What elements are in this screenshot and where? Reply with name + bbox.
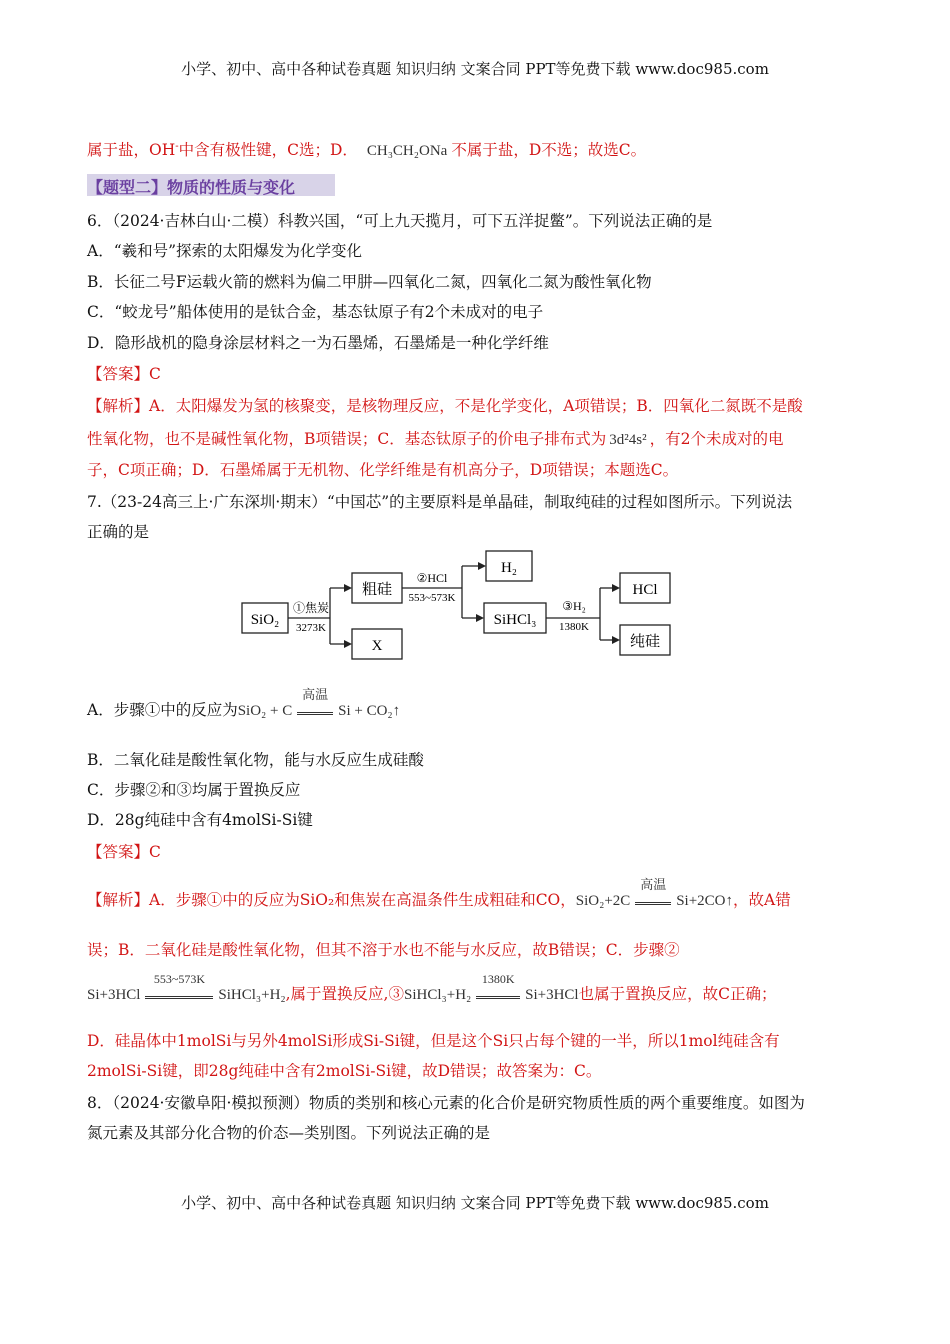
q7-answer: 【答案】C <box>87 843 161 861</box>
q7-a-left: SiO₂ + C <box>237 703 293 719</box>
q6-explanation-2 <box>87 429 783 450</box>
label-hcl: HCl <box>632 582 658 598</box>
q7-stem-2: 正确的是 <box>87 523 150 541</box>
q8-stem-2: 氮元素及其部分化合物的价态—类别图。下列说法正确的是 <box>87 1124 491 1142</box>
prev-sup: - <box>175 141 179 152</box>
q6-option-c: C．“蛟龙号”船体使用的是钛合金，基态钛原子有2个未成对的电子 <box>87 303 544 321</box>
q6-config-formula: 3d²4s² <box>609 432 647 448</box>
q6-exp2a: 性氧化物，也不是碱性氧化物，B项错误；C．基态钛原子的价电子排布式为 <box>87 430 607 448</box>
q7-exp3-cond1-text: 553~573K <box>153 972 205 986</box>
q7-exp3-condition2 <box>476 972 520 1005</box>
q7-stem-1: 7.（23-24高三上·广东深圳·期末）“中国芯”的主要原料是单晶硅，制取纯硅的过程如图所示。下列说法 <box>87 493 793 511</box>
q7-a-cond-text: 高温 <box>302 687 329 702</box>
q7-exp1b: ，故A错 <box>733 891 791 909</box>
q7-exp3-left: Si+3HCl <box>87 987 141 1003</box>
label-step1: ①焦炭 <box>292 601 330 615</box>
q8-stem-1: 8．（2024·安徽阜阳·模拟预测）物质的类别和核心元素的化合价是研究物质性质的两个重要维度。如图为 <box>87 1094 805 1112</box>
q7-exp3-condition1 <box>145 972 213 1005</box>
label-x: X <box>371 638 383 654</box>
q7-exp3-right2: Si+3HCl <box>525 987 579 1003</box>
q7-exp1-cond-text: 高温 <box>640 877 667 892</box>
q6-option-d: D．隐形战机的隐身涂层材料之一为石墨烯，石墨烯是一种化学纤维 <box>87 334 549 352</box>
q7-explanation-5: 2molSi-Si键，即28g纯硅中含有2molSi-Si键，故D错误；故答案为：C。 <box>87 1062 602 1080</box>
label-h2: H₂ <box>500 560 518 576</box>
label-temp3: 1380K <box>559 621 589 633</box>
label-temp2: 553~573K <box>408 592 456 604</box>
q7-exp3-right: SiHCl₃+H₂ <box>218 987 286 1003</box>
q7-option-b: B．二氧化硅是酸性氧化物，能与水反应生成硅酸 <box>87 751 424 769</box>
q7-explanation-3 <box>87 972 777 1005</box>
q6-stem: 6．（2024·吉林白山·二模）科教兴国，“可上九天揽月，可下五洋捉鳖”。下列说法正确的是 <box>87 212 713 230</box>
prev-part2: 中含有极性键，C选；D． <box>178 141 358 160</box>
q7-explanation-2: 误；B．二氧化硅是酸性氧化物，但其不溶于水也不能与水反应，故B错误；C．步骤② <box>87 941 680 959</box>
label-crude-si: 粗硅 <box>361 582 393 598</box>
q7-exp3-mid: ,属于置换反应,③ <box>285 985 404 1003</box>
q7-option-d: D．28g纯硅中含有4molSi-Si键 <box>87 811 313 829</box>
prev-explanation-line <box>87 137 646 161</box>
q7-a-condition <box>297 687 333 721</box>
label-temp1: 3273K <box>296 622 326 634</box>
q6-option-a: A．“羲和号”探索的太阳爆发为化学变化 <box>87 242 363 260</box>
q6-explanation-1: 【解析】A．太阳爆发为氢的核聚变，是核物理反应，不是化学变化，A项错误；B．四氧化二氮既不是酸 <box>87 397 803 415</box>
q7-exp3-end: 也属于置换反应，故C正确； <box>578 985 777 1003</box>
q7-exp3-cond2-text: 1380K <box>481 972 515 986</box>
q6-option-b: B．长征二号F运载火箭的燃料为偏二甲肼—四氧化二氮，四氧化二氮为酸性氧化物 <box>87 273 652 291</box>
q7-a-right: Si + CO₂↑ <box>338 703 401 719</box>
section-title: 【题型二】物质的性质与变化 <box>87 178 296 197</box>
q6-exp2b: ，有2个未成对的电 <box>649 430 784 448</box>
page-header: 小学、初中、高中各种试卷真题 知识归纳 文案合同 PPT等免费下载 www.doc985.com <box>181 60 769 78</box>
prev-part1: 属于盐，OH <box>87 141 176 160</box>
prev-formula: CH₃CH₂ONa <box>366 143 448 160</box>
q7-option-c: C．步骤②和③均属于置换反应 <box>87 781 301 799</box>
q7-exp1-left: SiO₂+2C <box>575 893 631 909</box>
label-step2: ②HCl <box>416 571 448 585</box>
q7-exp1a: 【解析】A．步骤①中的反应为SiO₂和焦炭在高温条件生成粗硅和CO， <box>87 891 576 909</box>
q7-exp1-condition <box>635 877 671 911</box>
label-pure-si: 纯硅 <box>629 634 661 650</box>
q7-exp3-left2: SiHCl₃+H₂ <box>403 987 472 1003</box>
prev-part3: 不属于盐，D不选；故选C。 <box>451 141 647 160</box>
q6-answer: 【答案】C <box>87 365 161 383</box>
silicon-process-diagram <box>236 545 706 665</box>
q7-a-pre: A．步骤①中的反应为 <box>87 701 238 719</box>
section-title-bar <box>87 174 335 196</box>
label-sio2: SiO₂ <box>250 612 280 628</box>
q6-explanation-3: 子，C项正确；D．石墨烯属于无机物、化学纤维是有机高分子，D项错误；本题选C。 <box>87 461 679 479</box>
q7-explanation-4: D．硅晶体中1molSi与另外4molSi形成Si-Si键，但是这个Si只占每个键的一半，所以1mol纯硅含有 <box>87 1032 780 1050</box>
q7-option-a <box>87 687 401 721</box>
label-step3: ③H₂ <box>562 599 586 613</box>
page-footer: 小学、初中、高中各种试卷真题 知识归纳 文案合同 PPT等免费下载 www.doc985.com <box>181 1194 769 1212</box>
label-sihcl3: SiHCl₃ <box>493 612 537 628</box>
q7-exp1-right: Si+2CO↑ <box>676 893 733 909</box>
q7-explanation-1 <box>87 877 791 911</box>
